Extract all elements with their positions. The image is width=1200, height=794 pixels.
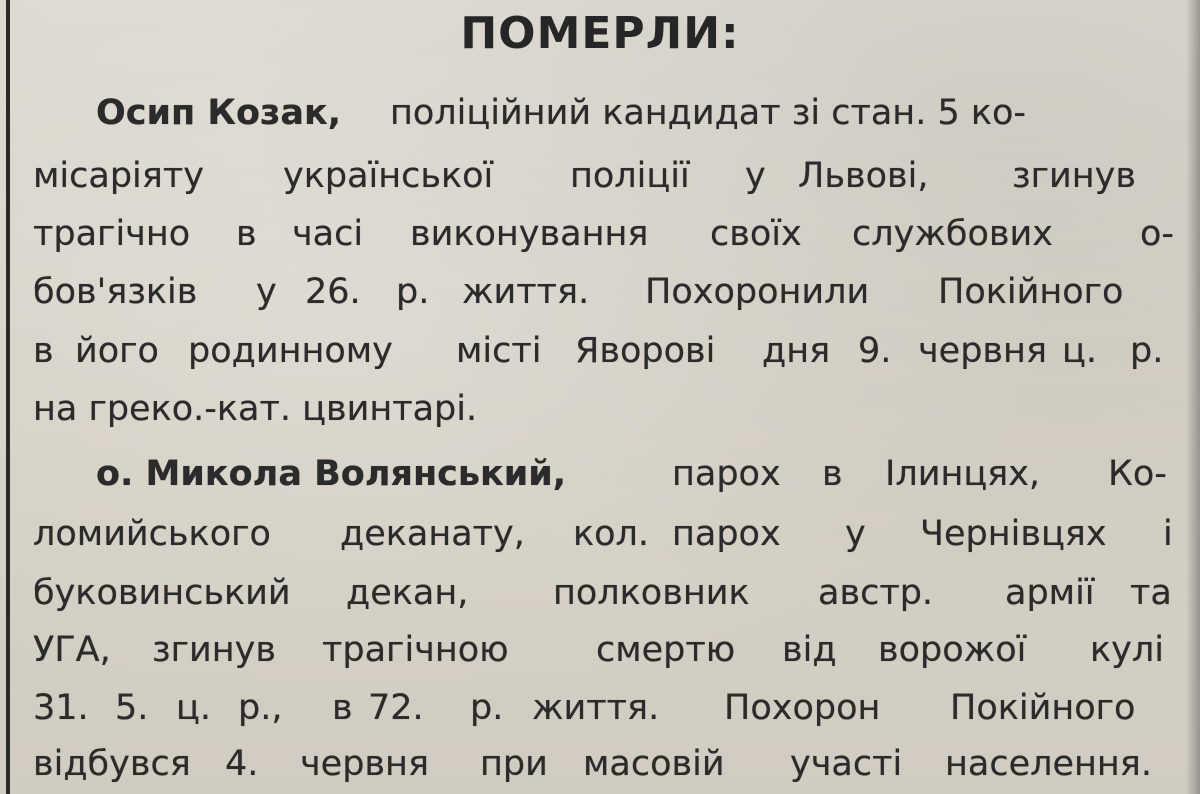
word: ломийського [33,514,271,554]
word: австр. [818,573,934,613]
word: дня [762,331,831,371]
word: р., [238,688,283,728]
word: 26. [305,272,361,312]
column-rule [6,0,10,794]
word: 4. [225,744,259,784]
word: ворожої [878,630,1027,670]
word: від [782,630,837,670]
word: життя. [532,688,660,728]
word: р. [470,688,504,728]
word: Яворові [575,331,716,371]
word: декан, [346,573,469,613]
word: Покійного [950,688,1136,728]
word: бов'язків [33,272,198,312]
word: відбувся [33,744,191,784]
word: Ілинцях, [885,454,1041,494]
word: о- [1140,214,1175,254]
word: у [745,156,766,196]
word: та [1130,573,1172,613]
page-edge-shadow [1186,0,1200,794]
word: 72. [368,688,424,728]
word: поліції [570,156,690,196]
word: у [845,514,866,554]
word: життя. [462,272,590,312]
word: української [283,156,494,196]
word: трагічно [33,214,191,254]
word: червня [918,331,1047,371]
word: буковинський [33,573,291,613]
word: смертю [596,630,736,670]
word: р. [396,272,430,312]
text-segment: на греко.-кат. цвинтарі. [33,389,478,429]
word: 5. [115,688,149,728]
word: участі [790,744,903,784]
word: Похоронили [645,272,870,312]
word: УГА, [33,630,111,670]
word: Львові, [798,156,929,196]
word: згинув [152,630,276,670]
word: ц. [1062,331,1097,371]
word: ц. [176,688,211,728]
word: часі [292,214,364,254]
section-heading: ПОМЕРЛИ: [460,8,740,59]
word: і [1163,514,1173,554]
word: його [75,331,159,371]
word: червня [300,744,429,784]
word: службових [852,214,1053,254]
word: у [256,272,277,312]
word: місті [456,331,542,371]
word: Чернівцях [920,514,1107,554]
word: при [480,744,548,784]
deceased-name: Осип Козак, [96,93,342,133]
word: р. [1130,331,1164,371]
word: виконування [410,214,649,254]
word: родинному [188,331,393,371]
word: 31. [33,688,89,728]
word: масовій [583,744,725,784]
word: згинув [1012,156,1136,196]
word: в [33,331,54,371]
word: в [822,454,843,494]
word: полковник [553,573,750,613]
deceased-name: о. Микола Волянський, [96,454,567,494]
word: трагічною [322,630,509,670]
word: кулі [1090,630,1164,670]
word: населення. [945,744,1152,784]
word: 9. [858,331,892,371]
word: Похорон [724,688,881,728]
word: місаріяту [33,156,204,196]
word: в [332,688,353,728]
word: Покійного [938,272,1124,312]
word: своїх [710,214,802,254]
word: парох [672,514,781,554]
word: армії [1005,573,1095,613]
word: кол. [573,514,650,554]
word: деканату, [340,514,525,554]
word: парох [672,454,781,494]
text-segment: поліційний кандидат зі стан. 5 ко- [390,93,1027,133]
word: в [236,214,257,254]
word: Ко- [1108,454,1167,494]
